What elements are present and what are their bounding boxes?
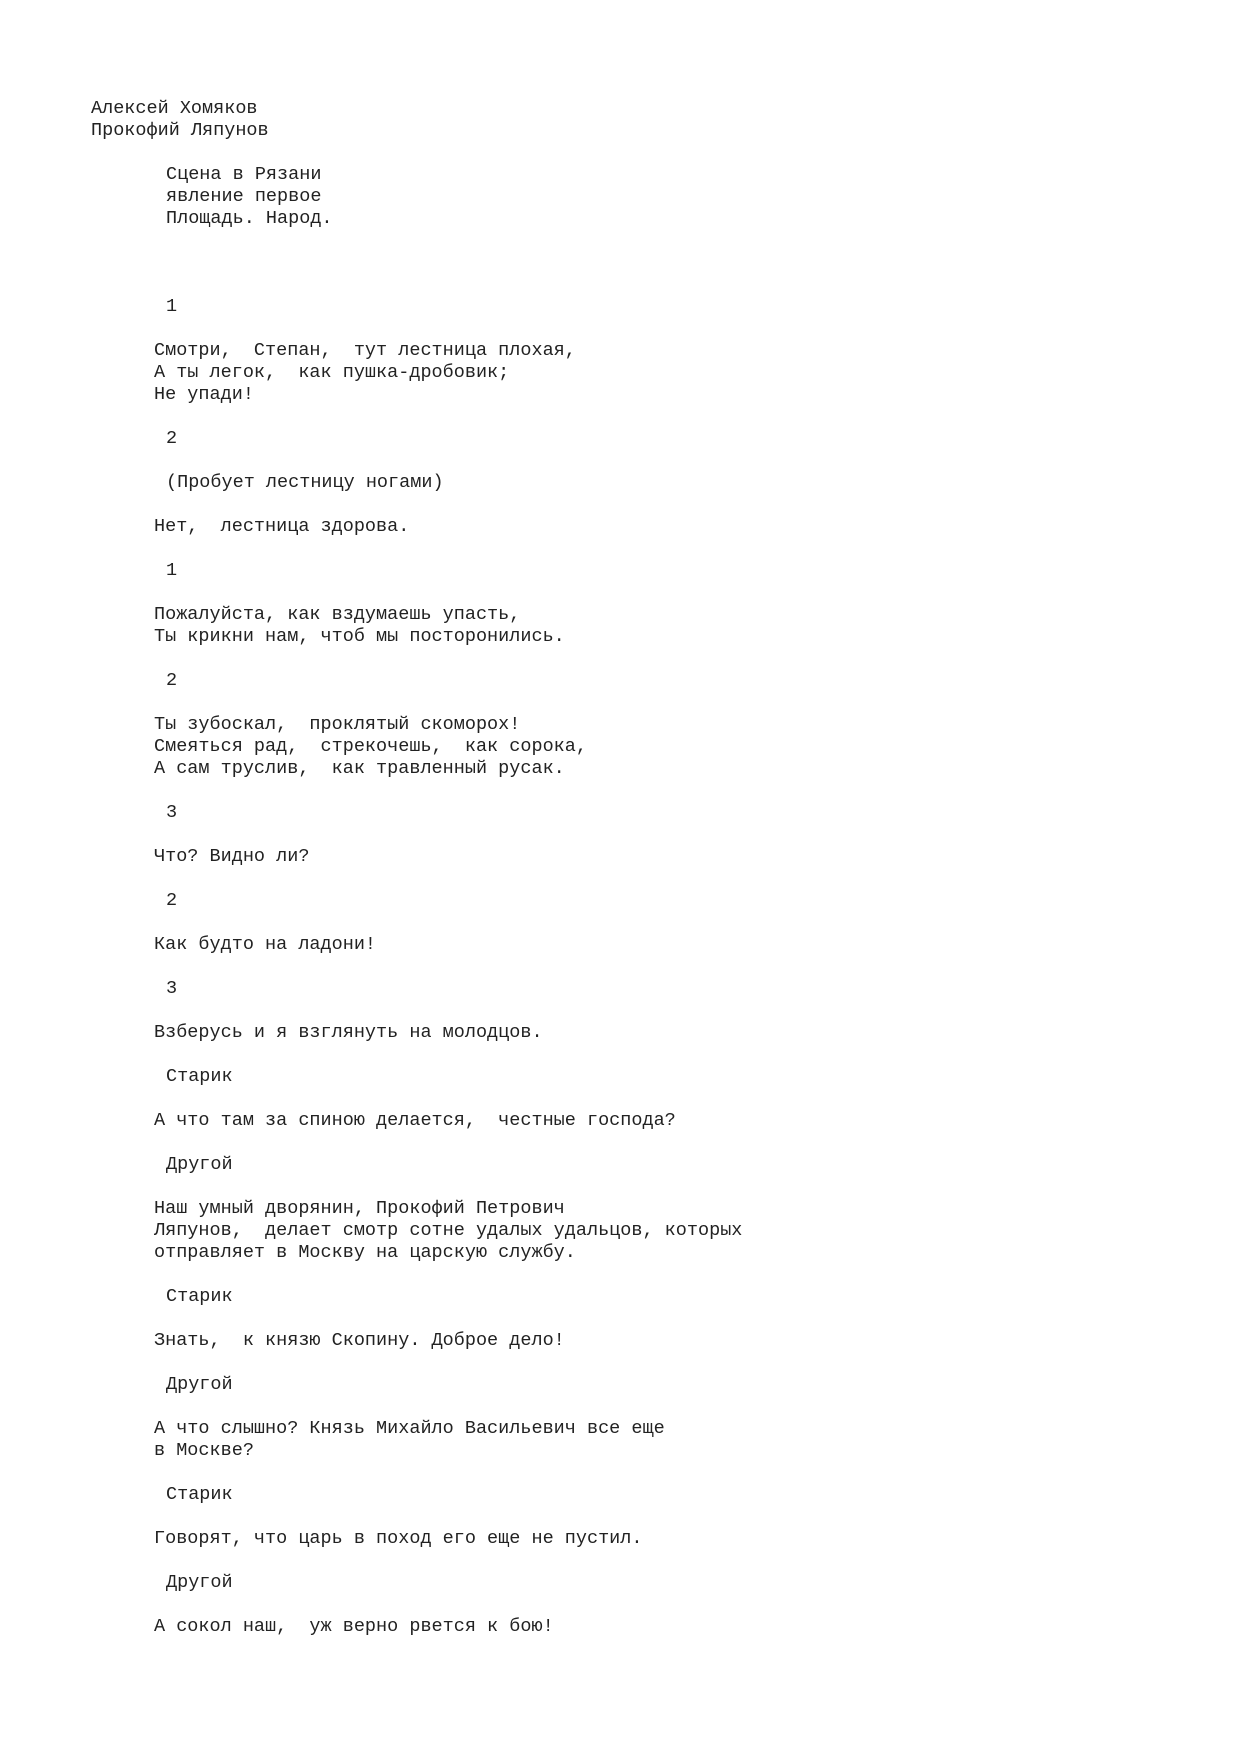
dialogue-line: Не упади! xyxy=(154,384,254,405)
stage-direction: (Пробует лестницу ногами) xyxy=(166,472,444,493)
speaker-label: Старик xyxy=(166,1286,233,1307)
scene-heading: Сцена в Рязани xyxy=(166,164,322,185)
speaker-label: 2 xyxy=(166,890,178,911)
dialogue-line: Наш умный дворянин, Прокофий Петрович xyxy=(154,1198,565,1219)
speaker-label: 1 xyxy=(166,560,178,581)
speaker-label: Другой xyxy=(166,1154,233,1175)
dialogue-line: А сам труслив, как травленный русак. xyxy=(154,758,565,779)
speaker-label: Старик xyxy=(166,1066,233,1087)
speaker-label: Другой xyxy=(166,1374,233,1395)
speaker-label: 3 xyxy=(166,978,178,999)
dialogue-line: Как будто на ладони! xyxy=(154,934,377,955)
speaker-label: 1 xyxy=(166,296,178,317)
dialogue-line: Пожалуйста, как вздумаешь упасть, xyxy=(154,604,521,625)
speaker-label: 2 xyxy=(166,670,178,691)
dialogue-line: Ты крикни нам, чтоб мы посторонились. xyxy=(154,626,565,647)
dialogue-line: Взберусь и я взглянуть на молодцов. xyxy=(154,1022,543,1043)
speaker-label: Другой xyxy=(166,1572,233,1593)
speaker-label: Старик xyxy=(166,1484,233,1505)
dialogue-line: А ты легок, как пушка-дробовик; xyxy=(154,362,510,383)
scene-subheading: явление первое xyxy=(166,186,322,207)
scene-setting: Площадь. Народ. xyxy=(166,208,333,229)
dialogue-line: в Москве? xyxy=(154,1440,254,1461)
speaker-label: 3 xyxy=(166,802,178,823)
dialogue-line: Смеяться рад, стрекочешь, как сорока, xyxy=(154,736,587,757)
dialogue-line: Ты зубоскал, проклятый скоморох! xyxy=(154,714,521,735)
document-title: Прокофий Ляпунов xyxy=(91,120,269,141)
author-name: Алексей Хомяков xyxy=(91,98,258,119)
dialogue-line: А сокол наш, уж верно рвется к бою! xyxy=(154,1616,554,1637)
dialogue-line: Смотри, Степан, тут лестница плохая, xyxy=(154,340,576,361)
dialogue-line: Ляпунов, делает смотр сотне удалых удальцов, которых xyxy=(154,1220,743,1241)
dialogue-line: Знать, к князю Скопину. Доброе дело! xyxy=(154,1330,565,1351)
dialogue-line: Говорят, что царь в поход его еще не пустил. xyxy=(154,1528,643,1549)
dialogue-line: Что? Видно ли? xyxy=(154,846,310,867)
dialogue-line: А что там за спиною делается, честные господа? xyxy=(154,1110,676,1131)
dialogue-line: А что слышно? Князь Михайло Васильевич все еще xyxy=(154,1418,665,1439)
dialogue-line: Нет, лестница здорова. xyxy=(154,516,410,537)
speaker-label: 2 xyxy=(166,428,178,449)
dialogue-line: отправляет в Москву на царскую службу. xyxy=(154,1242,576,1263)
